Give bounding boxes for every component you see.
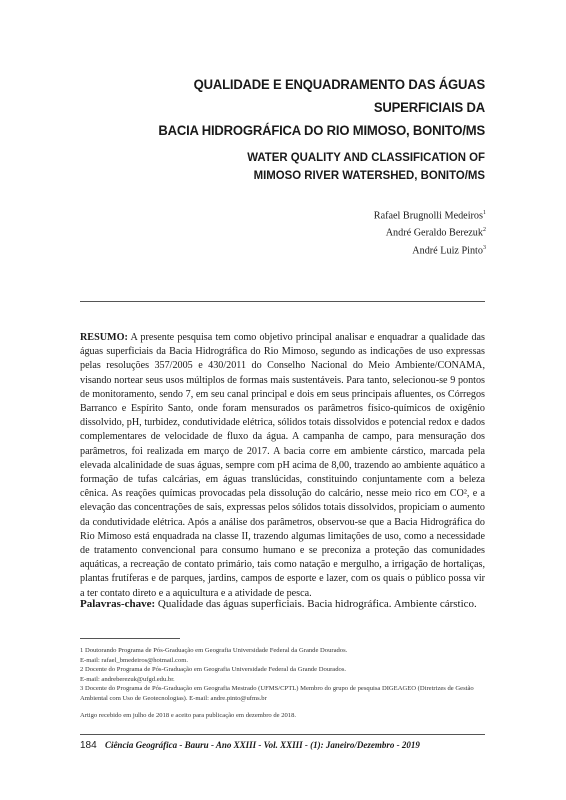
abstract-label: RESUMO:	[80, 332, 128, 343]
footnotes	[80, 646, 485, 704]
received-note: Artigo recebido em julho de 2018 e aceito para publicação em dezembro de 2018.	[80, 712, 297, 719]
abstract-text: A presente pesquisa tem como objetivo principal analisar e enquadrar a qualidade das águas superficiais da Bacia Hidrográfica do Rio Mimoso, segundo as indicações de uso expressas pelas resoluções 357/2005 e 430/2011 do Conselho Nacional do Meio Ambiente/CONAMA, visando nortear seus usos múltiplos de formas mais sustentáveis. Para tanto, selecionou-se 9 pontos de monitoramento, sendo 7, em seu canal principal e dois em seus principais afluentes, os Córregos Barranco e Espírito Santo, onde foram mensurados os parâmetros físico-químicos de oxigênio dissolvido, pH, turbidez, condutividade elétrica, sólidos totais dissolvidos e potencial redox e dados complementares de velocidade de fluxo da água. A campanha de campo, para mensuração dos parâmetros, foi realizada em março de 2017. A bacia corre em ambiente cárstico, marcada pela elevada alcalinidade de suas águas, sempre com pH acima de 8,00, trazendo ao ambiente aquático a formação de tufas calcárias, em águas translúcidas, constituindo conjuntamente com a beleza cênica. As reações químicas provocadas pela dissolução do calcário, nesse meio rico em CO², e a elevação das concentrações de sais, expressas pelos sólidos totais dissolvidos, propiciam o aumento da condutividade elétrica. Após a análise dos parâmetros, observou-se que a Bacia Hidrográfica do Rio Mimoso está enquadrada na classe II, trazendo algumas limitações de uso, como a necessidade de tratamento convencional para consumo humano e se preconiza a proteção das comunidades aquáticas, a recreação de contato primário, tais como natação e mergulho, a irrigação de hortaliças, plantas frutíferas e de parques, jardins, campos de esporte e lazer, com os quais o público possa vir a ter contato direto e a aquicultura e a atividade de pesca.	[80, 332, 485, 599]
footnote: 1 Doutorando Programa de Pós-Graduação em Geografia Universidade Federal da Grande Dourados.	[80, 647, 348, 654]
page-number: 184	[80, 740, 97, 751]
divider	[80, 301, 485, 302]
subtitle-line: MIMOSO RIVER WATERSHED, BONITO/MS	[253, 168, 485, 182]
title-line: QUALIDADE E ENQUADRAMENTO DAS ÁGUAS SUPERFICIAIS DA	[193, 77, 485, 116]
author-list	[374, 206, 486, 258]
abstract	[80, 331, 485, 601]
author: Rafael Brugnolli Medeiros$^1$	[373, 210, 486, 222]
footnote: 3 Docente do Programa de Pós-Graduação em Geografia Mestrado (UFMS/CPTL) Membro do grupo de pesquisa DIGEAGEO (Diretrizes de Gestão Ambiental com Uso de Geotecnologias). E-mail: andre.pinto@ufms.br	[80, 685, 474, 702]
keywords-text: Qualidade das águas superficiais. Bacia hidrográfica. Ambiente cárstico.	[157, 598, 477, 610]
title-line: BACIA HIDROGRÁFICA DO RIO MIMOSO, BONITO/MS	[158, 123, 485, 139]
author: André Geraldo Berezuk$^2$	[385, 227, 486, 239]
page-footer	[80, 740, 420, 751]
keywords	[80, 597, 485, 611]
article-title	[112, 74, 485, 143]
english-title	[214, 148, 485, 184]
author: André Luiz Pinto$^3$	[412, 244, 486, 257]
footnote: E-mail: rafael_bmedeiros@hotmail.com.	[80, 656, 189, 664]
keywords-label: Palavras-chave:	[80, 598, 156, 610]
journal-citation: Ciência Geográfica - Bauru - Ano XXIII - Vol. XXIII - (1): Janeiro/Dezembro - 2019	[104, 740, 420, 750]
footnote: E-mail: andreberezuk@ufgd.edu.br.	[80, 675, 175, 683]
footnote: 2 Docente do Programa de Pós-Graduação em Geografia Universidade Federal da Grande Dourados.	[80, 666, 347, 674]
footer-rule	[80, 734, 485, 735]
subtitle-line: WATER QUALITY AND CLASSIFICATION OF	[247, 150, 485, 164]
footnote-rule	[80, 638, 180, 639]
